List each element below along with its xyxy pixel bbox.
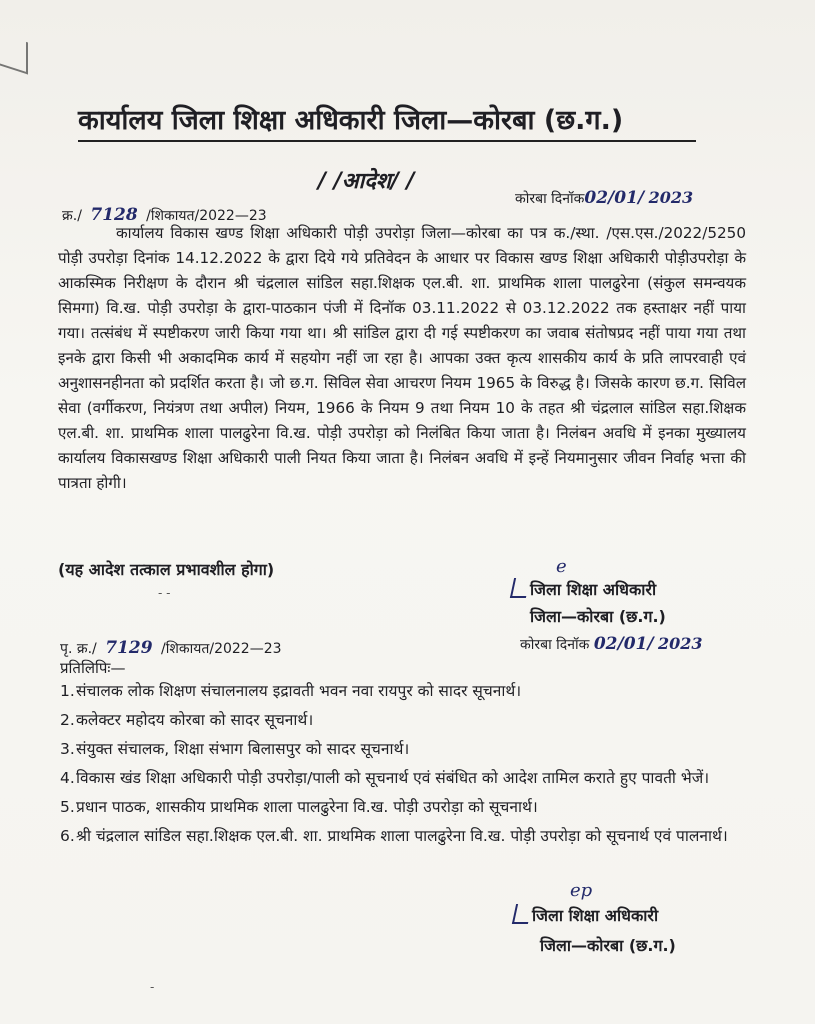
copy-item-num: 1. <box>60 682 75 700</box>
signature-scribble-2: ep <box>570 880 593 901</box>
copy-item-num: 2. <box>60 711 75 729</box>
copy-item <box>60 796 760 818</box>
order-ref-number: 7128 <box>90 205 138 225</box>
copy-label: प्रतिलिपिः— <box>60 659 126 677</box>
copy-item <box>60 825 760 847</box>
endorsement-ref-prefix: पृ. क्र./ <box>60 641 97 657</box>
copy-item-num: 6. <box>60 827 75 845</box>
page-edge-mark <box>0 33 28 74</box>
signatory-title-1: जिला शिक्षा अधिकारी <box>530 580 657 599</box>
dots-mark: - <box>150 980 155 994</box>
order-date-year: 2023 <box>648 188 694 207</box>
copy-list <box>60 680 760 854</box>
order-body: कार्यालय विकास खण्ड शिक्षा अधिकारी पोड़ी उपरोड़ा जिला—कोरबा का पत्र क./स्था. /एस.एस./2022/5250 पोड़ी उपरोड़ा दिनांक 14.12.2022 के द्वारा दिये गये प्रतिवेदन के आधार पर विकास खण्ड शिक्षा अधिकारी पोड़ीउपरोड़ा के आकस्मिक निरीक्षण के दौरान श्री चंद्रलाल सांडिल सहा.शिक्षक एल.बी. शा. प्राथमिक शाला पालढुरेना (संकुल समन्वयक सिमगा) वि.ख. पोड़ी उपरोड़ा के द्वारा-पाठकान पंजी में दिनॉक 03.11.2022 से 03.12.2022 तक हस्ताक्षर नहीं पाया गया। तत्संबंध में स्पष्टीकरण जारी किया गया था। श्री सांडिल द्वारा दी गई स्पष्टीकरण का जवाब संतोषप्रद नहीं पाया गया तथा इनके द्वारा किसी भी अकादमिक कार्य में सहयोग नहीं जा रहा है। आपका उक्त कृत्य शासकीय कार्य के प्रति लापरवाही एवं अनुशासनहीनता को प्रदर्शित करता है। जो छ.ग. सिविल सेवा आचरण नियम 1965 के विरुद्ध है। जिसके कारण छ.ग. सिविल सेवा (वर्गीकरण, नियंत्रण तथा अपील) नियम, 1966 के नियम 9 तथा नियम 10 के तहत श्री चंद्रलाल सांडिल सहा.शिक्षक एल.बी. शा. प्राथमिक शाला पालढुरेना वि.ख. पोड़ी उपरोड़ा को निलंबित किया जाता है। निलंबन अवधि में इनका मुख्यालय कार्यालय विकासखण्ड शिक्षा अधिकारी पाली नियत किया जाता है। निलंबन अवधि में इन्हें नियमानुसार जीवन निर्वाह भत्ता की पात्रता होगी। <box>58 224 746 492</box>
signatory-title-2: जिला शिक्षा अधिकारी <box>532 906 659 925</box>
order-date-hand: 02/01/ <box>584 188 645 208</box>
copy-item-text: प्रधान पाठक, शासकीय प्राथमिक शाला पालढुरेना वि.ख. पोड़ी उपरोड़ा को सूचनार्थ। <box>76 798 538 816</box>
order-date-prefix: कोरबा दिनॉक <box>515 191 585 207</box>
copy-item-num: 4. <box>60 769 75 787</box>
office-title: कार्यालय जिला शिक्षा अधिकारी जिला—कोरबा (छ.ग.) <box>78 105 624 136</box>
endorsement-ref <box>60 638 282 658</box>
order-ref-prefix: क्र./ <box>62 208 82 224</box>
endorsement-date <box>520 634 703 654</box>
copy-item-text: संयुक्त संचालक, शिक्षा संभाग बिलासपुर को सादर सूचनार्थ। <box>76 740 410 758</box>
copy-item-text: संचालक लोक शिक्षण संचालनालय इद्रावती भवन नवा रायपुर को सादर सूचनार्थ। <box>76 682 522 700</box>
dots-mark: - - <box>158 586 171 600</box>
signatory-office-1: जिला—कोरबा (छ.ग.) <box>530 607 666 626</box>
endorsement-date-year: 2023 <box>658 634 703 653</box>
copy-item <box>60 767 760 789</box>
copy-item-num: 3. <box>60 740 75 758</box>
signature-scribble-1: e <box>556 556 567 577</box>
endorsement-date-prefix: कोरबा दिनॉक <box>520 637 590 653</box>
effect-note: (यह आदेश तत्काल प्रभावशील होगा) <box>58 560 275 579</box>
copy-item-text: विकास खंड शिक्षा अधिकारी पोड़ी उपरोड़ा/पाली को सूचनार्थ एवं संबंधित को आदेश तामिल कराते हुए पावती भेजें। <box>76 769 710 787</box>
copy-item <box>60 738 760 760</box>
signature-tick-2 <box>512 904 532 924</box>
endorsement-date-hand: 02/01/ <box>593 634 654 654</box>
copy-item <box>60 709 760 731</box>
endorsement-ref-suffix: /शिकायत/2022—23 <box>161 641 282 657</box>
order-heading: / /आदेश/ / <box>318 169 415 194</box>
signatory-office-2: जिला—कोरबा (छ.ग.) <box>540 936 676 955</box>
endorsement-ref-number: 7129 <box>105 638 153 658</box>
order-ref-suffix: /शिकायत/2022—23 <box>146 208 267 224</box>
signature-tick-1 <box>510 578 530 598</box>
copy-item <box>60 680 760 702</box>
title-underline <box>78 140 696 142</box>
copy-item-text: श्री चंद्रलाल सांडिल सहा.शिक्षक एल.बी. शा. प्राथमिक शाला पालढुरेना वि.ख. पोड़ी उपरोड़ा को सूचनार्थ एवं पालनार्थ। <box>76 827 728 845</box>
copy-item-num: 5. <box>60 798 75 816</box>
order-date <box>515 188 693 208</box>
copy-item-text: कलेक्टर महोदय कोरबा को सादर सूचनार्थ। <box>76 711 314 729</box>
